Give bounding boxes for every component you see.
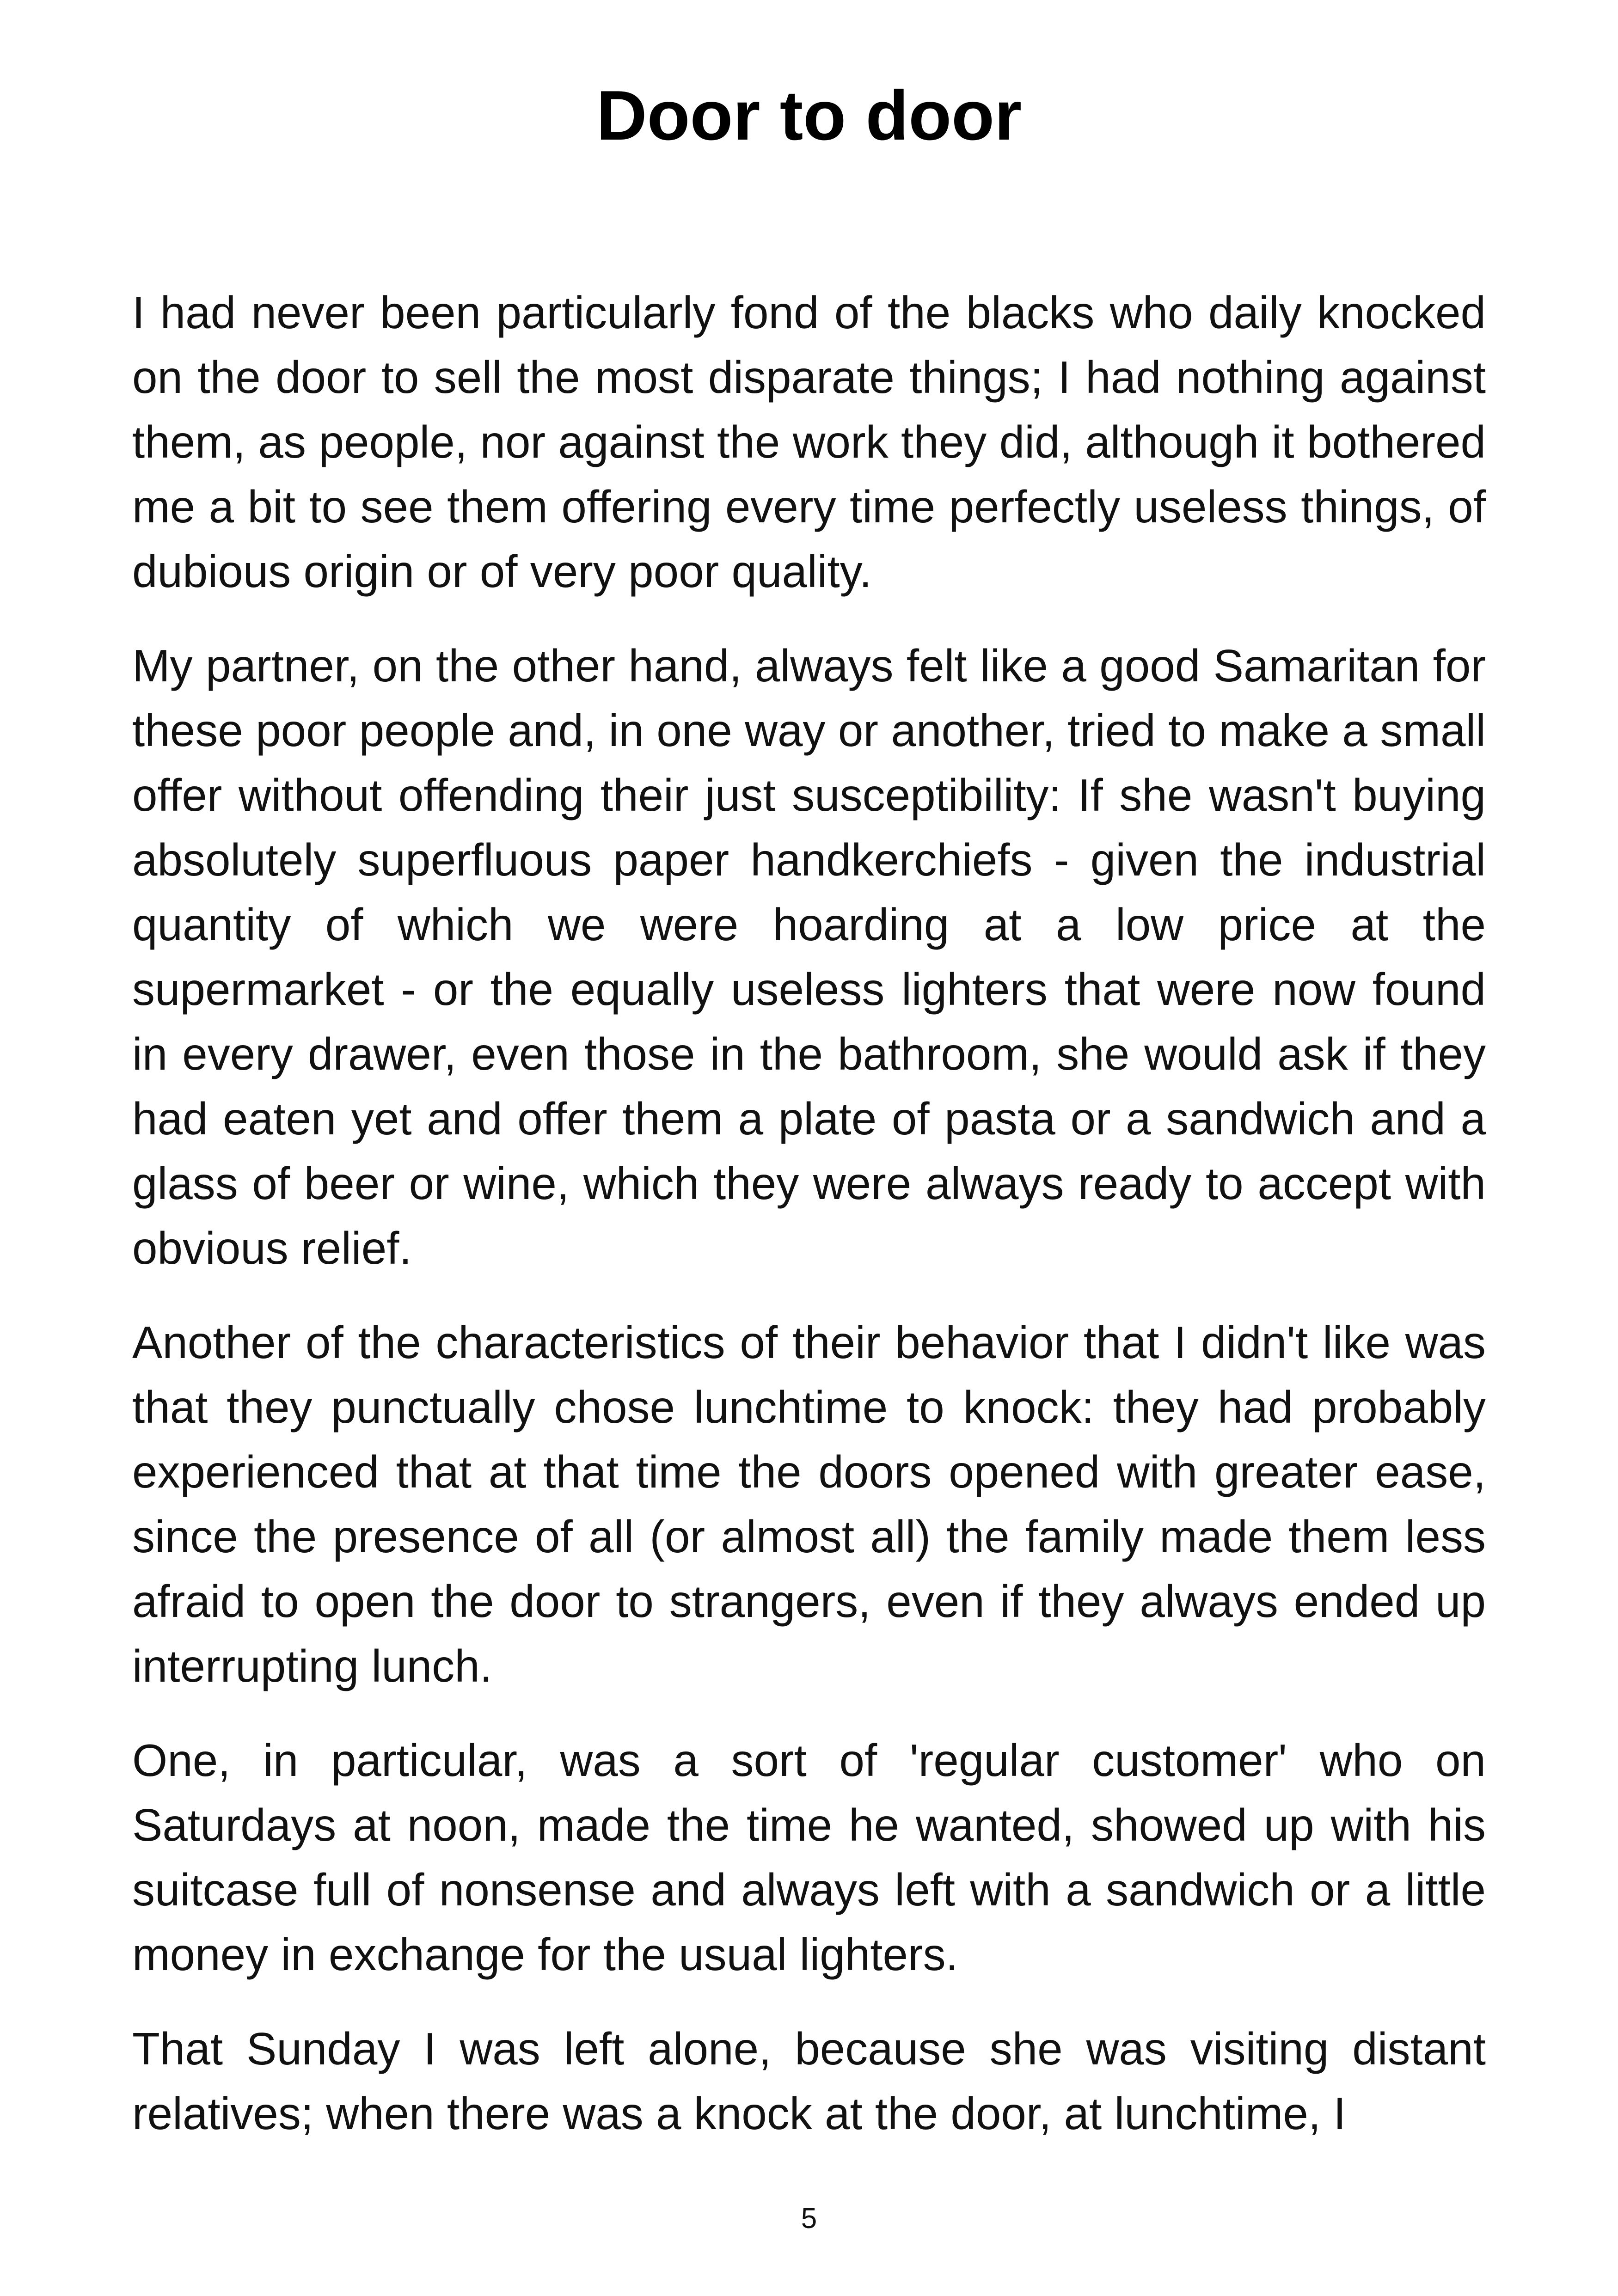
paragraph: I had never been particularly fond of the blacks who daily knocked on the door to sell the most disparate things; I had nothing against them, as people, nor against the work they did, although it bothered me a bit to see them offering every time perfectly useless things, of dubious origin or of very poor quality. — [132, 287, 1486, 597]
paragraph: That Sunday I was left alone, because she was visiting distant relatives; when there was a knock at the door, at lunchtime, I — [132, 2023, 1486, 2139]
paragraph: My partner, on the other hand, always felt like a good Samaritan for these poor people and, in one way or another, tried to make a small offer without offending their just susceptibility: If she wasn't buying absolutely superfluous paper handkerchiefs - given the industrial quantity of which we were hoarding at a low price at the supermarket - or the equally useless lighters that were now found in every drawer, even those in the bathroom, she would ask if they had eaten yet and offer them a plate of pasta or a sandwich and a glass of beer or wine, which they were always ready to accept with obvious relief. — [132, 640, 1486, 1274]
body-text — [132, 280, 1486, 2175]
paragraph: One, in particular, was a sort of 'regular customer' who on Saturdays at noon, made the time he wanted, showed up with his suitcase full of nonsense and always left with a sandwich or a little money in exchange for the usual lighters. — [132, 1735, 1486, 1980]
chapter-title: Door to door — [596, 76, 1022, 155]
page-number: 5 — [801, 2203, 817, 2235]
paragraph: Another of the characteristics of their behavior that I didn't like was that they punctually chose lunchtime to knock: they had probably experienced that at that time the doors opened with greater ease, since the presence of all (or almost all) the family made them less afraid to open the door to strangers, even if they always ended up interrupting lunch. — [132, 1317, 1486, 1691]
